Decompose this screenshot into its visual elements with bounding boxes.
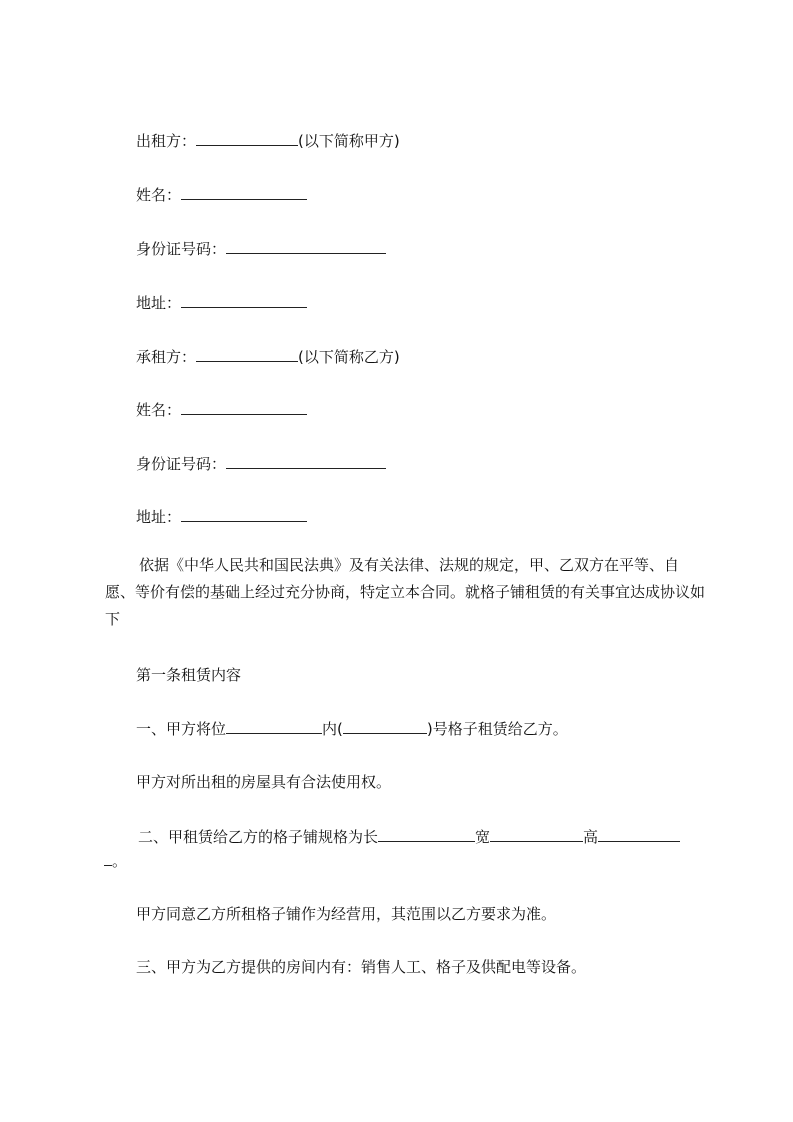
intro-text: 依据《中华人民共和国民法典》及有关法律、法规的规定，甲、乙双方在平等、自愿、等价有偿的基础上经过充分协商，特定立本合同。就格子铺租赁的有关事宜达成协议如下 (105, 556, 706, 628)
lessee-address-blank (181, 507, 307, 522)
location-blank (226, 719, 322, 734)
article-1-title-text: 第一条租赁内容 (136, 666, 242, 684)
lessee-name-blank (181, 400, 307, 415)
article-1-usage-line (136, 905, 556, 923)
lessee-address-label: 地址： (136, 508, 182, 526)
lessor-address-blank (181, 293, 307, 308)
lessor-label: 出租方： (136, 132, 197, 150)
lessor-blank (196, 131, 298, 146)
lessee-id-label: 身份证号码： (136, 455, 227, 473)
lessor-address-line (136, 293, 307, 312)
item-2-part-b: 宽 (475, 828, 491, 846)
lessor-name-line (136, 185, 307, 204)
width-blank (490, 827, 583, 842)
grid-number-blank (343, 719, 427, 734)
item-1-part-a: 一、甲方将位 (136, 720, 227, 738)
lessor-name-blank (181, 185, 307, 200)
lessee-blank (196, 347, 298, 362)
lessor-line (136, 131, 400, 150)
lessee-name-line (136, 400, 307, 419)
lessor-name-label: 姓名： (136, 186, 182, 204)
item-2-end: 。 (112, 852, 128, 870)
item-1-part-b: 内( (322, 720, 343, 738)
article-1-item-2 (138, 827, 680, 846)
lessee-suffix: (以下简称乙方) (298, 348, 400, 366)
lessor-id-label: 身份证号码： (136, 240, 227, 258)
lessor-address-label: 地址： (136, 294, 182, 312)
article-1-right-line (136, 773, 391, 791)
lessee-label: 承租方： (136, 348, 197, 366)
item-3-text: 三、甲方为乙方提供的房间内有：销售人工、格子及供配电等设备。 (136, 958, 587, 976)
length-blank (378, 827, 475, 842)
usage-text: 甲方同意乙方所租格子铺作为经营用，其范围以乙方要求为准。 (136, 905, 557, 923)
height-blank-continued (104, 851, 112, 866)
lessee-name-label: 姓名： (136, 401, 182, 419)
lessor-id-blank (226, 239, 386, 254)
lessor-id-line (136, 239, 386, 258)
article-1-title (136, 666, 241, 684)
item-1-part-c: )号格子租赁给乙方。 (426, 720, 568, 738)
item-2-part-a: 二、甲租赁给乙方的格子铺规格为长 (138, 828, 379, 846)
lessee-id-line (136, 454, 386, 473)
height-blank (598, 827, 680, 842)
article-1-item-1 (136, 719, 568, 738)
lessee-line (136, 347, 400, 366)
article-1-item-2-end (104, 851, 127, 870)
lessee-id-blank (226, 454, 386, 469)
item-2-part-c: 高 (583, 828, 599, 846)
lessor-suffix: (以下简称甲方) (298, 132, 400, 150)
lessee-address-line (136, 507, 307, 526)
right-text: 甲方对所出租的房屋具有合法使用权。 (136, 773, 392, 791)
intro-paragraph (105, 552, 705, 633)
article-1-item-3 (136, 958, 586, 976)
